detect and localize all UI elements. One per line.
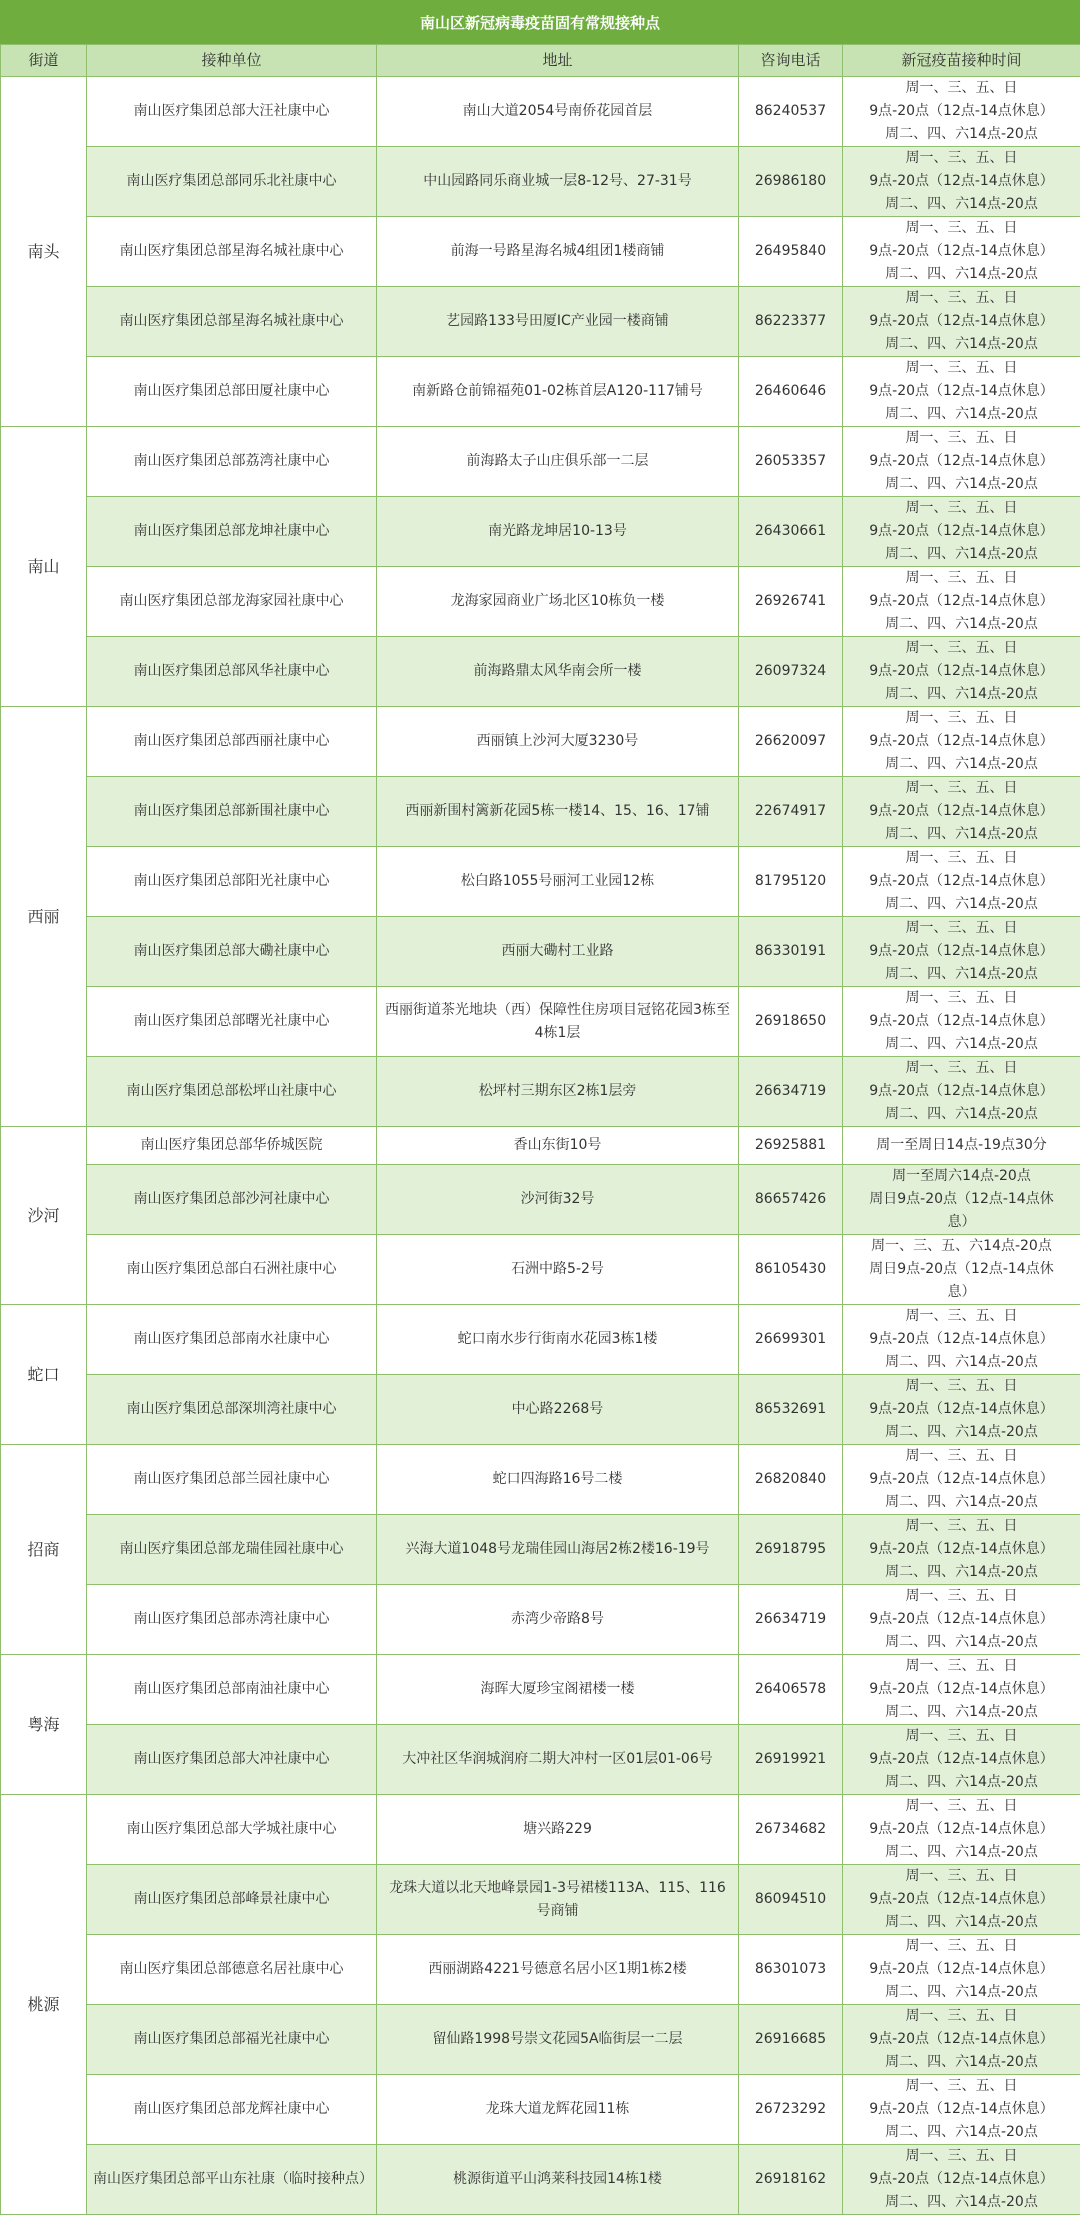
time-cell	[843, 1655, 1080, 1725]
time-line: 9点-20点（12点-14点休息）	[849, 2098, 1074, 2121]
unit-cell: 南山医疗集团总部曙光社康中心	[87, 987, 377, 1057]
time-line: 周二、四、六14点-20点	[849, 123, 1074, 146]
time-line: 9点-20点（12点-14点休息）	[849, 170, 1074, 193]
time-line: 周一、三、五、日	[849, 497, 1074, 520]
unit-cell: 南山医疗集团总部西丽社康中心	[87, 707, 377, 777]
time-line: 周二、四、六14点-20点	[849, 1701, 1074, 1724]
phone-cell: 26918162	[739, 2145, 843, 2215]
time-cell	[843, 777, 1080, 847]
phone-cell: 86657426	[739, 1165, 843, 1235]
time-line: 9点-20点（12点-14点休息）	[849, 1328, 1074, 1351]
unit-cell: 南山医疗集团总部龙辉社康中心	[87, 2075, 377, 2145]
time-line: 9点-20点（12点-14点休息）	[849, 1818, 1074, 1841]
unit-cell: 南山医疗集团总部松坪山社康中心	[87, 1057, 377, 1127]
time-line: 9点-20点（12点-14点休息）	[849, 1080, 1074, 1103]
time-cell	[843, 567, 1080, 637]
time-line: 周一、三、五、日	[849, 987, 1074, 1010]
unit-cell: 南山医疗集团总部荔湾社康中心	[87, 427, 377, 497]
unit-cell: 南山医疗集团总部同乐北社康中心	[87, 147, 377, 217]
phone-cell: 86105430	[739, 1235, 843, 1305]
address-cell: 西丽镇上沙河大厦3230号	[377, 707, 739, 777]
address-cell: 西丽湖路4221号德意名居小区1期1栋2楼	[377, 1935, 739, 2005]
table-row	[1, 1865, 1080, 1935]
time-line: 息）	[849, 1211, 1074, 1234]
address-cell: 龙海家园商业广场北区10栋负一楼	[377, 567, 739, 637]
address-cell: 海晖大厦珍宝阁裙楼一楼	[377, 1655, 739, 1725]
time-line: 9点-20点（12点-14点休息）	[849, 380, 1074, 403]
header-address: 地址	[377, 45, 739, 77]
table-row	[1, 357, 1080, 427]
time-line: 周二、四、六14点-20点	[849, 823, 1074, 846]
time-line: 周二、四、六14点-20点	[849, 2121, 1074, 2144]
time-cell	[843, 147, 1080, 217]
time-cell	[843, 357, 1080, 427]
time-line: 9点-20点（12点-14点休息）	[849, 450, 1074, 473]
time-line: 9点-20点（12点-14点休息）	[849, 1958, 1074, 1981]
time-cell	[843, 2075, 1080, 2145]
unit-cell: 南山医疗集团总部大磡社康中心	[87, 917, 377, 987]
table-row	[1, 427, 1080, 497]
time-line: 9点-20点（12点-14点休息）	[849, 100, 1074, 123]
table-row	[1, 2075, 1080, 2145]
time-line: 周一、三、五、日	[849, 147, 1074, 170]
address-cell: 艺园路133号田厦IC产业园一楼商铺	[377, 287, 739, 357]
address-cell: 前海路鼎太风华南会所一楼	[377, 637, 739, 707]
district-cell: 西丽	[1, 707, 87, 1127]
address-cell: 蛇口四海路16号二楼	[377, 1445, 739, 1515]
time-line: 9点-20点（12点-14点休息）	[849, 940, 1074, 963]
time-cell	[843, 287, 1080, 357]
time-line: 周一、三、五、日	[849, 1445, 1074, 1468]
time-line: 9点-20点（12点-14点休息）	[849, 310, 1074, 333]
time-line: 9点-20点（12点-14点休息）	[849, 1398, 1074, 1421]
unit-cell: 南山医疗集团总部兰园社康中心	[87, 1445, 377, 1515]
phone-cell: 26723292	[739, 2075, 843, 2145]
unit-cell: 南山医疗集团总部大冲社康中心	[87, 1725, 377, 1795]
address-cell: 塘兴路229	[377, 1795, 739, 1865]
time-line: 周一、三、五、日	[849, 707, 1074, 730]
table-row	[1, 1655, 1080, 1725]
phone-cell: 86301073	[739, 1935, 843, 2005]
time-line: 周一、三、五、日	[849, 637, 1074, 660]
unit-cell: 南山医疗集团总部深圳湾社康中心	[87, 1375, 377, 1445]
time-line: 周二、四、六14点-20点	[849, 403, 1074, 426]
unit-cell: 南山医疗集团总部大汪社康中心	[87, 77, 377, 147]
time-line: 9点-20点（12点-14点休息）	[849, 1468, 1074, 1491]
unit-cell: 南山医疗集团总部德意名居社康中心	[87, 1935, 377, 2005]
phone-cell: 86532691	[739, 1375, 843, 1445]
time-line: 周一、三、五、日	[849, 1305, 1074, 1328]
table-row	[1, 147, 1080, 217]
phone-cell: 26634719	[739, 1585, 843, 1655]
district-cell: 粤海	[1, 1655, 87, 1795]
unit-cell: 南山医疗集团总部南油社康中心	[87, 1655, 377, 1725]
time-line: 周二、四、六14点-20点	[849, 683, 1074, 706]
time-line: 周二、四、六14点-20点	[849, 1103, 1074, 1126]
time-cell	[843, 637, 1080, 707]
time-line: 周二、四、六14点-20点	[849, 1841, 1074, 1864]
time-line: 周一、三、五、日	[849, 1865, 1074, 1888]
address-cell: 西丽街道茶光地块（西）保障性住房项目冠铭花园3栋至4栋1层	[377, 987, 739, 1057]
address-cell: 龙珠大道龙辉花园11栋	[377, 2075, 739, 2145]
phone-cell: 26919921	[739, 1725, 843, 1795]
address-cell: 松坪村三期东区2栋1层旁	[377, 1057, 739, 1127]
time-line: 周二、四、六14点-20点	[849, 1631, 1074, 1654]
time-line: 周二、四、六14点-20点	[849, 1771, 1074, 1794]
table-row	[1, 637, 1080, 707]
time-line: 9点-20点（12点-14点休息）	[849, 1888, 1074, 1911]
time-cell	[843, 2005, 1080, 2075]
address-cell: 中心路2268号	[377, 1375, 739, 1445]
time-line: 周二、四、六14点-20点	[849, 333, 1074, 356]
table-row	[1, 287, 1080, 357]
address-cell: 香山东街10号	[377, 1127, 739, 1165]
time-line: 周二、四、六14点-20点	[849, 193, 1074, 216]
time-cell	[843, 497, 1080, 567]
phone-cell: 26820840	[739, 1445, 843, 1515]
time-cell	[843, 1725, 1080, 1795]
time-line: 周二、四、六14点-20点	[849, 1561, 1074, 1584]
time-line: 周一、三、五、日	[849, 777, 1074, 800]
table-row	[1, 1585, 1080, 1655]
phone-cell: 26053357	[739, 427, 843, 497]
table-body	[1, 77, 1080, 2215]
table-row	[1, 217, 1080, 287]
time-line: 周二、四、六14点-20点	[849, 2051, 1074, 2074]
unit-cell: 南山医疗集团总部田厦社康中心	[87, 357, 377, 427]
table-row	[1, 497, 1080, 567]
table-row	[1, 1235, 1080, 1305]
district-cell: 招商	[1, 1445, 87, 1655]
unit-cell: 南山医疗集团总部白石洲社康中心	[87, 1235, 377, 1305]
time-line: 周一、三、五、日	[849, 1057, 1074, 1080]
phone-cell: 26699301	[739, 1305, 843, 1375]
time-line: 周二、四、六14点-20点	[849, 613, 1074, 636]
table-row	[1, 567, 1080, 637]
time-cell	[843, 77, 1080, 147]
time-line: 周二、四、六14点-20点	[849, 893, 1074, 916]
address-cell: 留仙路1998号崇文花园5A临街层一二层	[377, 2005, 739, 2075]
time-line: 9点-20点（12点-14点休息）	[849, 2168, 1074, 2191]
time-line: 周一、三、五、日	[849, 567, 1074, 590]
time-line: 9点-20点（12点-14点休息）	[849, 590, 1074, 613]
address-cell: 龙珠大道以北天地峰景园1-3号裙楼113A、115、116号商铺	[377, 1865, 739, 1935]
phone-cell: 26495840	[739, 217, 843, 287]
time-line: 周一、三、五、日	[849, 1725, 1074, 1748]
phone-cell: 26634719	[739, 1057, 843, 1127]
time-cell	[843, 217, 1080, 287]
district-cell: 桃源	[1, 1795, 87, 2215]
time-line: 周一、三、五、日	[849, 2075, 1074, 2098]
time-line: 周一至周日14点-19点30分	[849, 1134, 1074, 1157]
vaccination-sites-table	[0, 44, 1080, 2215]
time-cell	[843, 1445, 1080, 1515]
table-row	[1, 1445, 1080, 1515]
time-line: 周二、四、六14点-20点	[849, 753, 1074, 776]
unit-cell: 南山医疗集团总部平山东社康（临时接种点）	[87, 2145, 377, 2215]
phone-cell: 86240537	[739, 77, 843, 147]
phone-cell: 26926741	[739, 567, 843, 637]
time-line: 周一、三、五、日	[849, 357, 1074, 380]
time-line: 周二、四、六14点-20点	[849, 1911, 1074, 1934]
time-line: 周一至周六14点-20点	[849, 1165, 1074, 1188]
time-line: 周二、四、六14点-20点	[849, 263, 1074, 286]
time-line: 周一、三、五、日	[849, 1935, 1074, 1958]
table-row	[1, 1127, 1080, 1165]
table-row	[1, 77, 1080, 147]
time-line: 9点-20点（12点-14点休息）	[849, 1010, 1074, 1033]
phone-cell: 26918650	[739, 987, 843, 1057]
time-line: 周一、三、五、日	[849, 217, 1074, 240]
table-header-row	[1, 45, 1080, 77]
time-line: 周二、四、六14点-20点	[849, 1491, 1074, 1514]
time-line: 周二、四、六14点-20点	[849, 2191, 1074, 2214]
address-cell: 西丽新围村篱新花园5栋一楼14、15、16、17铺	[377, 777, 739, 847]
unit-cell: 南山医疗集团总部新围社康中心	[87, 777, 377, 847]
time-line: 周二、四、六14点-20点	[849, 1033, 1074, 1056]
district-cell: 蛇口	[1, 1305, 87, 1445]
time-line: 周一、三、五、日	[849, 77, 1074, 100]
phone-cell: 86094510	[739, 1865, 843, 1935]
district-cell: 南头	[1, 77, 87, 427]
time-cell	[843, 1515, 1080, 1585]
unit-cell: 南山医疗集团总部阳光社康中心	[87, 847, 377, 917]
time-line: 周日9点-20点（12点-14点休	[849, 1258, 1074, 1281]
time-cell	[843, 1795, 1080, 1865]
time-line: 9点-20点（12点-14点休息）	[849, 1748, 1074, 1771]
table-row	[1, 1165, 1080, 1235]
address-cell: 石洲中路5-2号	[377, 1235, 739, 1305]
time-line: 9点-20点（12点-14点休息）	[849, 660, 1074, 683]
unit-cell: 南山医疗集团总部龙瑞佳园社康中心	[87, 1515, 377, 1585]
unit-cell: 南山医疗集团总部龙海家园社康中心	[87, 567, 377, 637]
address-cell: 大冲社区华润城润府二期大冲村一区01层01-06号	[377, 1725, 739, 1795]
address-cell: 桃源街道平山鸿莱科技园14栋1楼	[377, 2145, 739, 2215]
time-line: 9点-20点（12点-14点休息）	[849, 800, 1074, 823]
phone-cell: 26925881	[739, 1127, 843, 1165]
time-line: 息）	[849, 1281, 1074, 1304]
time-line: 9点-20点（12点-14点休息）	[849, 240, 1074, 263]
phone-cell: 22674917	[739, 777, 843, 847]
time-cell	[843, 1305, 1080, 1375]
table-row	[1, 2005, 1080, 2075]
time-cell	[843, 1165, 1080, 1235]
phone-cell: 81795120	[739, 847, 843, 917]
address-cell: 松白路1055号丽河工业园12栋	[377, 847, 739, 917]
time-line: 9点-20点（12点-14点休息）	[849, 520, 1074, 543]
time-line: 周一、三、五、日	[849, 1585, 1074, 1608]
unit-cell: 南山医疗集团总部华侨城医院	[87, 1127, 377, 1165]
phone-cell: 26734682	[739, 1795, 843, 1865]
table-row	[1, 707, 1080, 777]
time-cell	[843, 1585, 1080, 1655]
time-line: 周一、三、五、日	[849, 1375, 1074, 1398]
address-cell: 前海路太子山庄俱乐部一二层	[377, 427, 739, 497]
table-row	[1, 1057, 1080, 1127]
time-line: 9点-20点（12点-14点休息）	[849, 1678, 1074, 1701]
time-line: 周一、三、五、日	[849, 287, 1074, 310]
table-row	[1, 1935, 1080, 2005]
unit-cell: 南山医疗集团总部赤湾社康中心	[87, 1585, 377, 1655]
time-line: 周一、三、五、日	[849, 2145, 1074, 2168]
time-cell	[843, 1127, 1080, 1165]
table-row	[1, 1375, 1080, 1445]
time-line: 周二、四、六14点-20点	[849, 1351, 1074, 1374]
time-cell	[843, 1865, 1080, 1935]
phone-cell: 26986180	[739, 147, 843, 217]
time-line: 周二、四、六14点-20点	[849, 473, 1074, 496]
table-row	[1, 1515, 1080, 1585]
time-cell	[843, 847, 1080, 917]
table-row	[1, 917, 1080, 987]
header-time: 新冠疫苗接种时间	[843, 45, 1080, 77]
phone-cell: 26406578	[739, 1655, 843, 1725]
time-cell	[843, 917, 1080, 987]
time-line: 周一、三、五、六14点-20点	[849, 1235, 1074, 1258]
unit-cell: 南山医疗集团总部龙坤社康中心	[87, 497, 377, 567]
address-cell: 南新路仓前锦福苑01-02栋首层A120-117铺号	[377, 357, 739, 427]
table-title: 南山区新冠病毒疫苗固有常规接种点	[0, 0, 1080, 44]
phone-cell: 26620097	[739, 707, 843, 777]
time-line: 周日9点-20点（12点-14点休	[849, 1188, 1074, 1211]
table-row	[1, 2145, 1080, 2215]
time-line: 周一、三、五、日	[849, 2005, 1074, 2028]
phone-cell: 86223377	[739, 287, 843, 357]
unit-cell: 南山医疗集团总部大学城社康中心	[87, 1795, 377, 1865]
address-cell: 沙河街32号	[377, 1165, 739, 1235]
time-line: 周一、三、五、日	[849, 1795, 1074, 1818]
district-cell: 南山	[1, 427, 87, 707]
phone-cell: 26097324	[739, 637, 843, 707]
address-cell: 中山园路同乐商业城一层8-12号、27-31号	[377, 147, 739, 217]
table-row	[1, 987, 1080, 1057]
address-cell: 蛇口南水步行街南水花园3栋1楼	[377, 1305, 739, 1375]
unit-cell: 南山医疗集团总部峰景社康中心	[87, 1865, 377, 1935]
time-line: 周一、三、五、日	[849, 427, 1074, 450]
header-phone: 咨询电话	[739, 45, 843, 77]
time-cell	[843, 707, 1080, 777]
time-line: 9点-20点（12点-14点休息）	[849, 1538, 1074, 1561]
unit-cell: 南山医疗集团总部星海名城社康中心	[87, 287, 377, 357]
time-line: 周一、三、五、日	[849, 1655, 1074, 1678]
district-cell: 沙河	[1, 1127, 87, 1305]
unit-cell: 南山医疗集团总部星海名城社康中心	[87, 217, 377, 287]
table-row	[1, 1725, 1080, 1795]
time-cell	[843, 1935, 1080, 2005]
table-row	[1, 777, 1080, 847]
address-cell: 前海一号路星海名城4组团1楼商铺	[377, 217, 739, 287]
time-cell	[843, 987, 1080, 1057]
address-cell: 赤湾少帝路8号	[377, 1585, 739, 1655]
time-line: 周二、四、六14点-20点	[849, 543, 1074, 566]
phone-cell: 26430661	[739, 497, 843, 567]
unit-cell: 南山医疗集团总部福光社康中心	[87, 2005, 377, 2075]
table-row	[1, 1795, 1080, 1865]
header-district: 街道	[1, 45, 87, 77]
table-row	[1, 847, 1080, 917]
time-line: 周二、四、六14点-20点	[849, 1981, 1074, 2004]
unit-cell: 南山医疗集团总部沙河社康中心	[87, 1165, 377, 1235]
address-cell: 西丽大磡村工业路	[377, 917, 739, 987]
unit-cell: 南山医疗集团总部风华社康中心	[87, 637, 377, 707]
time-line: 周一、三、五、日	[849, 1515, 1074, 1538]
time-line: 周一、三、五、日	[849, 917, 1074, 940]
time-line: 周二、四、六14点-20点	[849, 1421, 1074, 1444]
time-cell	[843, 1375, 1080, 1445]
address-cell: 南山大道2054号南侨花园首层	[377, 77, 739, 147]
time-line: 周一、三、五、日	[849, 847, 1074, 870]
time-cell	[843, 2145, 1080, 2215]
time-cell	[843, 1057, 1080, 1127]
unit-cell: 南山医疗集团总部南水社康中心	[87, 1305, 377, 1375]
time-cell	[843, 427, 1080, 497]
time-line: 周二、四、六14点-20点	[849, 963, 1074, 986]
phone-cell: 26918795	[739, 1515, 843, 1585]
table-row	[1, 1305, 1080, 1375]
time-line: 9点-20点（12点-14点休息）	[849, 2028, 1074, 2051]
time-line: 9点-20点（12点-14点休息）	[849, 730, 1074, 753]
time-cell	[843, 1235, 1080, 1305]
phone-cell: 86330191	[739, 917, 843, 987]
time-line: 9点-20点（12点-14点休息）	[849, 1608, 1074, 1631]
phone-cell: 26460646	[739, 357, 843, 427]
address-cell: 兴海大道1048号龙瑞佳园山海居2栋2楼16-19号	[377, 1515, 739, 1585]
header-unit: 接种单位	[87, 45, 377, 77]
address-cell: 南光路龙坤居10-13号	[377, 497, 739, 567]
time-line: 9点-20点（12点-14点休息）	[849, 870, 1074, 893]
phone-cell: 26916685	[739, 2005, 843, 2075]
